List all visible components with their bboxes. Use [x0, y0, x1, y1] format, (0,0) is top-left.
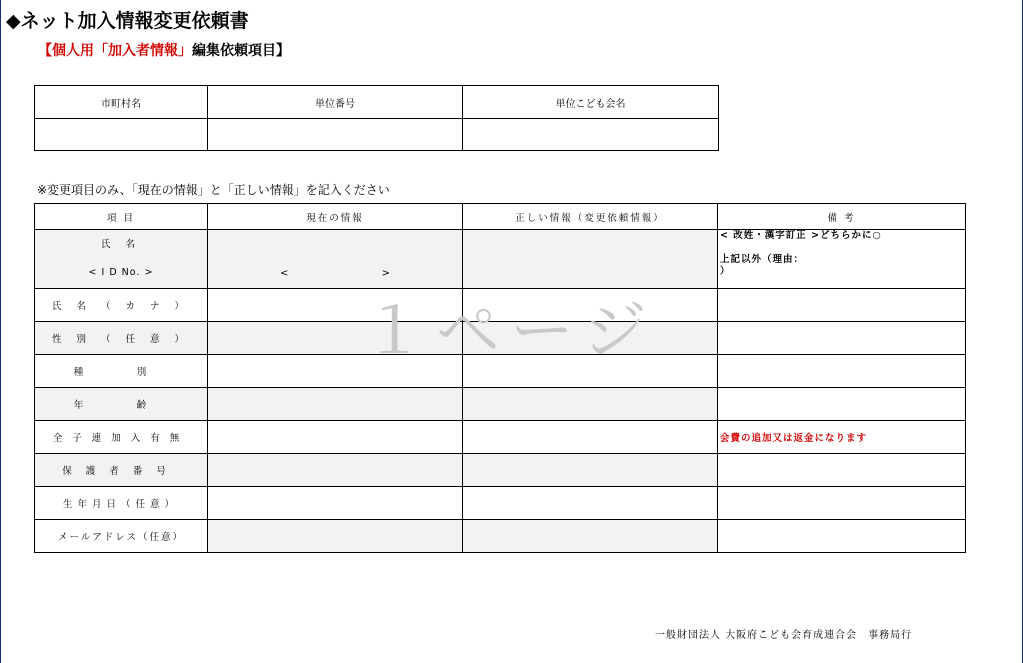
row-label-gender: 性 別 （ 任 意 ）: [35, 322, 208, 355]
current-birthdate-field[interactable]: [208, 487, 463, 520]
id-open-bracket: <: [280, 267, 289, 279]
row-label-type: 種 別: [35, 355, 208, 388]
footer-recipient: 一般財団法人 大阪府こども会育成連合会 事務局行: [655, 630, 913, 641]
row-label-age: 年 齢: [35, 388, 208, 421]
name-remark-cell: [718, 230, 966, 289]
row-label-membership: 全子連加入有無: [35, 421, 208, 454]
form-subtitle: [38, 40, 290, 60]
correct-membership-field[interactable]: [463, 421, 718, 454]
unit-name-field[interactable]: [463, 119, 719, 151]
gender-remark: [718, 322, 966, 355]
left-border-line: [0, 0, 1, 663]
membership-remark: 会費の追加又は返金になります: [718, 421, 966, 454]
municipality-field[interactable]: [35, 119, 208, 151]
header-unit-name: 単位こども会名: [463, 86, 719, 119]
guardian-number-remark: [718, 454, 966, 487]
row-label-name: [35, 230, 208, 289]
correct-birthdate-field[interactable]: [463, 487, 718, 520]
remark-other-reason: 上記以外（理由：: [720, 254, 805, 265]
current-email-field[interactable]: [208, 520, 463, 553]
age-remark: [718, 388, 966, 421]
correct-guardian-number-field[interactable]: [463, 454, 718, 487]
current-membership-field[interactable]: [208, 421, 463, 454]
name-label-line1: 氏 名: [100, 239, 142, 250]
document-title: ◆ネット加入情報変更依頼書: [6, 10, 249, 32]
header-remarks: 備 考: [718, 204, 966, 230]
remark-close-paren: ）: [720, 266, 731, 277]
id-close-bracket: >: [381, 267, 390, 279]
correct-email-field[interactable]: [463, 520, 718, 553]
change-request-table: [34, 203, 966, 553]
subtitle-red-part: 【個人用「加入者情報」: [38, 43, 192, 59]
type-remark: [718, 355, 966, 388]
subtitle-black-part: 編集依頼項目】: [192, 43, 290, 59]
group-info-table: [34, 85, 719, 151]
header-item: 項 目: [35, 204, 208, 230]
row-label-guardian-number: 保護者番号: [35, 454, 208, 487]
unit-number-field[interactable]: [208, 119, 463, 151]
row-label-email: メールアドレス（任意）: [35, 520, 208, 553]
current-age-field[interactable]: [208, 388, 463, 421]
instruction-note: ※変更項目のみ、「現在の情報」と「正しい情報」を記入ください: [37, 183, 390, 197]
remark-name-change: < 改姓・漢字訂正 >どちらかに○: [720, 230, 882, 241]
kana-remark: [718, 289, 966, 322]
row-label-kana: 氏 名 （ カ ナ ）: [35, 289, 208, 322]
email-remark: [718, 520, 966, 553]
page-watermark: １ページ: [362, 295, 657, 369]
header-municipality: 市町村名: [35, 86, 208, 119]
header-unit-number: 単位番号: [208, 86, 463, 119]
row-label-birthdate: 生年月日（任意）: [35, 487, 208, 520]
id-number-label: < I D No. >: [88, 267, 154, 278]
current-guardian-number-field[interactable]: [208, 454, 463, 487]
birthdate-remark: [718, 487, 966, 520]
header-current-info: 現在の情報: [208, 204, 463, 230]
id-number-brackets: [280, 268, 390, 279]
correct-age-field[interactable]: [463, 388, 718, 421]
header-correct-info: 正しい情報（変更依頼情報）: [463, 204, 718, 230]
